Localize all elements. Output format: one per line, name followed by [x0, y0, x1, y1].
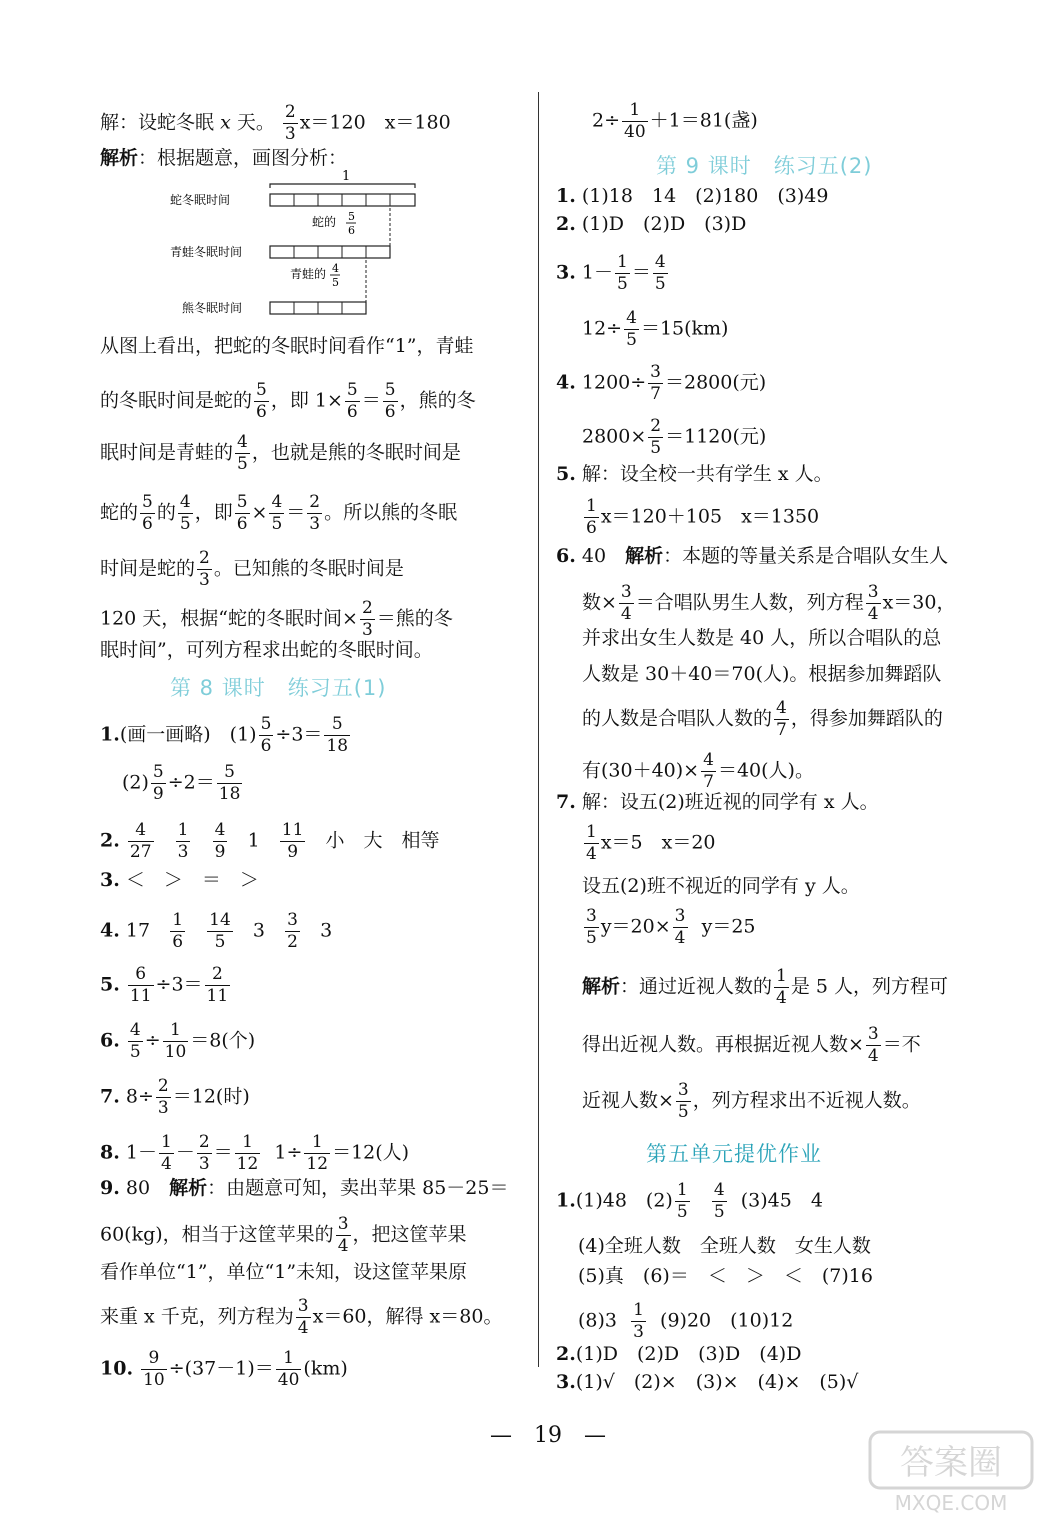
frac-num: 5: [348, 210, 355, 223]
question-9-line: 看作单位“1”，单位“1”未知，设这筐苹果原: [100, 1261, 468, 1283]
question-7: 7. 8÷ $\frac{2}{3}$ ＝12(时): [100, 1076, 250, 1118]
snake-fraction-label: 蛇的: [312, 215, 337, 229]
question-8: 8. 1－ $\frac{1}{4}$ － $\frac{2}{3}$ ＝ $\frac{1}{12}$ 1÷ $\frac{1}{12}$ ＝12(人): [100, 1132, 410, 1174]
question-7-line: 解析：通过近视人数的 $\frac{1}{4}$ 是 5 人，列方程可: [582, 966, 949, 1008]
answer-line: 2÷ $\frac{1}{40}$ ＋1＝81(盏): [592, 100, 758, 142]
question-3-line: 12÷ $\frac{4}{5}$ ＝15(km): [582, 308, 729, 350]
bear-label: 熊冬眠时间: [182, 301, 243, 315]
analysis-line: 解析：根据题意，画图分析：: [100, 147, 348, 169]
question-5-line: $\frac{1}{6}$ x＝120＋105 x＝1350: [586, 496, 820, 538]
question-1-2: (2) $\frac{5}{9}$ ÷2＝ $\frac{5}{18}$: [122, 762, 241, 804]
question-9: 9. 80 解析：由题意可知，卖出苹果 85－25＝: [100, 1177, 509, 1199]
question-1: 1.(1)48 (2) $\frac{1}{5}$ $\frac{4}{5}$ (3)45 4: [556, 1180, 823, 1222]
question-9-line: 来重 x 千克，列方程为 $\frac{3}{4}$ x＝60，解得 x＝80。: [100, 1296, 503, 1338]
question-6-line: 数× $\frac{3}{4}$ ＝合唱队男生人数，列方程 $\frac{3}{4}$ x＝30，: [582, 582, 956, 624]
question-10: 10. $\frac{9}{10}$ ÷(37－1)＝ $\frac{1}{40}$ (km): [100, 1348, 348, 1390]
question-5: 5. 解：设全校一共有学生 x 人。: [556, 463, 833, 485]
snake-label: 蛇冬眠时间: [170, 193, 231, 207]
section-title-8: 第 8 课时 练习五(1): [170, 676, 387, 700]
frog-bar: [270, 246, 390, 258]
question-1-line: (4)全班人数 全班人数 女生人数: [578, 1235, 871, 1257]
svg-text:MXQE.COM: MXQE.COM: [894, 1491, 1008, 1515]
diagram-brace: [270, 184, 415, 188]
para-line: 眠时间是青蛙的 $\frac{4}{5}$ ，也就是熊的冬眠时间是: [100, 432, 461, 474]
question-9-line: 60(kg)，相当于这筐苹果的 $\frac{3}{4}$ ，把这筐苹果: [100, 1214, 467, 1256]
page-number: — 19 —: [490, 1423, 606, 1448]
question-1-line: (8)3 $\frac{1}{3}$ (9)20 (10)12: [578, 1300, 794, 1342]
question-1-line: (5)真 (6)＝ ＜ ＞ ＜ (7)16: [578, 1265, 873, 1287]
question-6-line: 的人数是合唱队人数的 $\frac{4}{7}$ ，得参加舞蹈队的: [582, 698, 943, 740]
question-3: 3. 1－ $\frac{1}{5}$ ＝ $\frac{4}{5}$: [556, 252, 666, 294]
para-line: 眠时间”，可列方程求出蛇的冬眠时间。: [100, 639, 433, 661]
question-6-line: 有(30＋40)× $\frac{4}{7}$ ＝40(人)。: [582, 750, 814, 792]
question-2: 2. (1)D (2)D (3)D: [556, 213, 747, 235]
section-title-9: 第 9 课时 练习五(2): [656, 154, 873, 178]
bear-bar: [270, 302, 366, 314]
frog-fraction-label: 青蛙的: [290, 267, 327, 281]
question-4-line: 2800× $\frac{2}{5}$ ＝1120(元): [582, 416, 767, 458]
question-6: 6. 40 解析：本题的等量关系是合唱队女生人: [556, 545, 949, 567]
question-4: 4. 17 $\frac{1}{6}$ $\frac{14}{5}$ 3 $\frac{3}{2}$ 3: [100, 910, 333, 952]
frac-den: 6: [348, 224, 355, 237]
question-7-line: $\frac{3}{5}$ y＝20× $\frac{3}{4}$ y＝25: [586, 906, 756, 948]
question-7-line: 设五(2)班不视近的同学有 y 人。: [582, 875, 860, 897]
question-6-line: 并求出女生人数是 40 人，所以合唱队的总: [582, 627, 942, 649]
svg-text:答案圈: 答案圈: [900, 1443, 1002, 1483]
frac-den: 5: [332, 276, 339, 289]
question-7: 7. 解：设五(2)班近视的同学有 x 人。: [556, 791, 879, 813]
question-1: 1. (1)18 14 (2)180 (3)49: [556, 185, 829, 207]
question-6-line: 人数是 30＋40＝70(人)。根据参加舞蹈队: [582, 663, 942, 685]
question-6: 6. $\frac{4}{5}$ ÷ $\frac{1}{10}$ ＝8(个): [100, 1020, 256, 1062]
section-title-unit5: 第五单元提优作业: [646, 1142, 822, 1166]
para-line: 从图上看出，把蛇的冬眠时间看作“1”，青蛙: [100, 335, 474, 357]
frog-label: 青蛙冬眠时间: [170, 245, 243, 259]
question-2: 2. $\frac{4}{27}$ $\frac{1}{3}$ $\frac{4}{9}$ 1 $\frac{11}{9}$ 小 大 相等: [100, 820, 440, 862]
question-3: 3.(1)√ (2)× (3)× (4)× (5)√: [556, 1371, 859, 1393]
question-1: 1.(画一画略) (1) $\frac{5}{6}$ ÷3＝ $\frac{5}{18}$: [100, 714, 349, 756]
question-7-line: 得出近视人数。再根据近视人数× $\frac{3}{4}$ ＝不: [582, 1024, 921, 1066]
diagram-one-label: 1: [342, 170, 351, 184]
watermark-logo: [866, 1426, 1036, 1516]
para-line: 120 天，根据“蛇的冬眠时间× $\frac{2}{3}$ ＝熊的冬: [100, 598, 453, 640]
column-divider: [538, 92, 539, 1367]
question-4: 4. 1200÷ $\frac{3}{7}$ ＝2800(元): [556, 362, 767, 404]
question-7-line: $\frac{1}{4}$ x＝5 x＝20: [586, 822, 716, 864]
answer-line: 解：设蛇冬眠 x 天。 $\frac{2}{3}$ x＝120 x＝180: [100, 102, 451, 144]
para-line: 时间是蛇的 $\frac{2}{3}$ 。已知熊的冬眠时间是: [100, 548, 404, 590]
hibernation-diagram: [170, 170, 470, 330]
question-5: 5. $\frac{6}{11}$ ÷3＝ $\frac{2}{11}$: [100, 964, 229, 1006]
snake-bar: [270, 194, 415, 206]
para-line: 的冬眠时间是蛇的 $\frac{5}{6}$ ，即 1× $\frac{5}{6}$ ＝ $\frac{5}{6}$ ，熊的冬: [100, 380, 476, 422]
question-3: 3. ＜ ＞ ＝ ＞: [100, 869, 259, 891]
question-2: 2.(1)D (2)D (3)D (4)D: [556, 1343, 802, 1365]
question-7-line: 近视人数× $\frac{3}{5}$ ，列方程求出不近视人数。: [582, 1080, 921, 1122]
frac-num: 4: [332, 262, 339, 275]
para-line: 蛇的 $\frac{5}{6}$ 的 $\frac{4}{5}$ ，即 $\frac{5}{6}$ × $\frac{4}{5}$ ＝ $\frac{2}{3}$ 。所以熊的冬眠: [100, 492, 458, 534]
